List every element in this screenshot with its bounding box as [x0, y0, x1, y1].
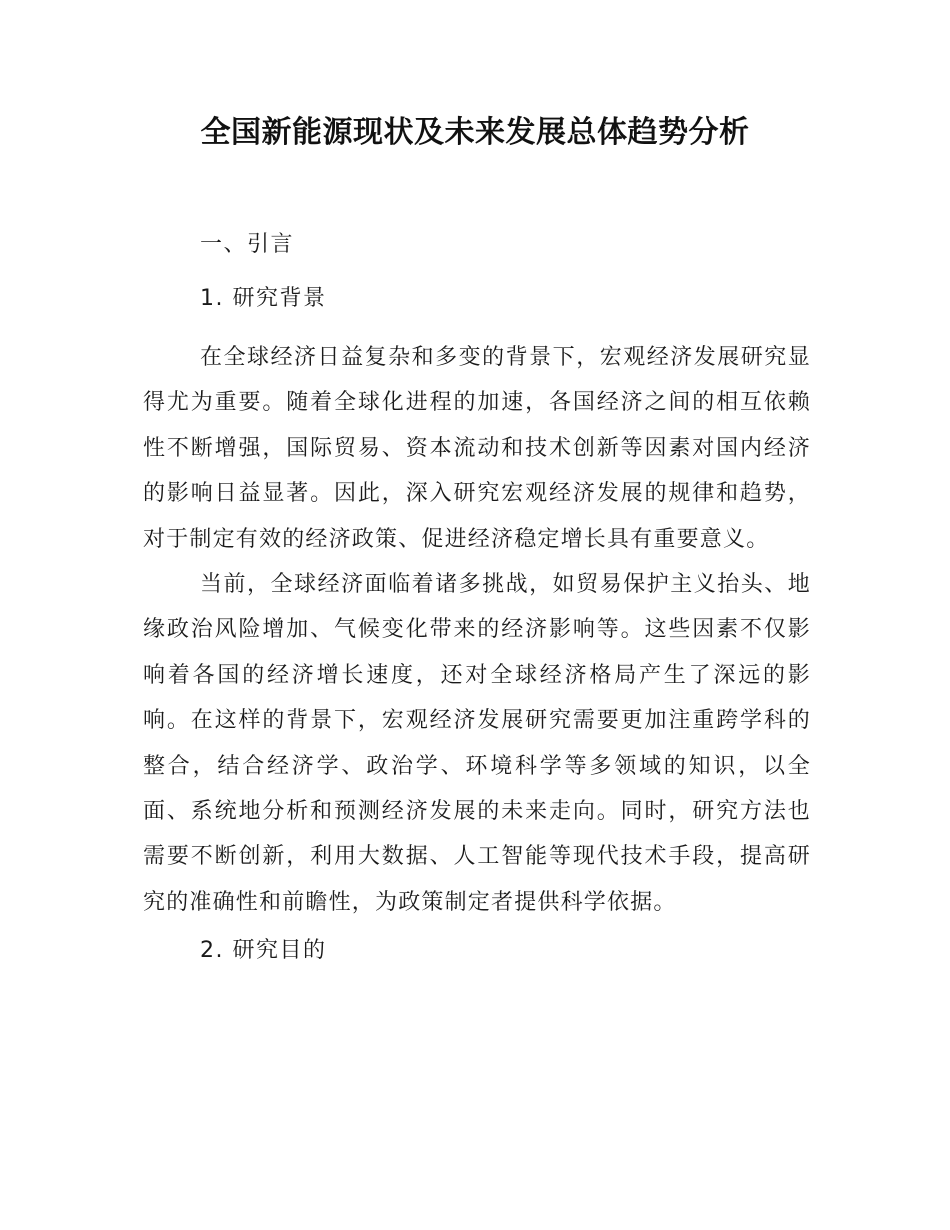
paragraph-background-2: 当前，全球经济面临着诸多挑战，如贸易保护主义抬头、地缘政治风险增加、气候变化带来的经济影响等。这些因素不仅影响着各国的经济增长速度，还对全球经济格局产生了深远的影响。在这样的背景下，宏观经济发展研究需要更加注重跨学科的整合，结合经济学、政治学、环境科学等多领域的知识，以全面、系统地分析和预测经济发展的未来走向。同时，研究方法也需要不断创新，利用大数据、人工智能等现代技术手段，提高研究的准确性和前瞻性，为政策制定者提供科学依据。 — [143, 572, 811, 915]
subsection-heading-research-purpose: 2. 研究目的 — [200, 938, 327, 964]
document-title: 全国新能源现状及未来发展总体趋势分析 — [200, 115, 750, 150]
document-body — [143, 227, 811, 987]
section-heading-introduction: 一、引言 — [200, 232, 295, 257]
paragraph-background-1: 在全球经济日益复杂和多变的背景下，宏观经济发展研究显得尤为重要。随着全球化进程的加速，各国经济之间的相互依赖性不断增强，国际贸易、资本流动和技术创新等因素对国内经济的影响日益显著。因此，深入研究宏观经济发展的规律和趋势，对于制定有效的经济政策、促进经济稳定增长具有重要意义。 — [143, 345, 811, 552]
subsection-heading-research-background: 1. 研究背景 — [200, 286, 327, 311]
